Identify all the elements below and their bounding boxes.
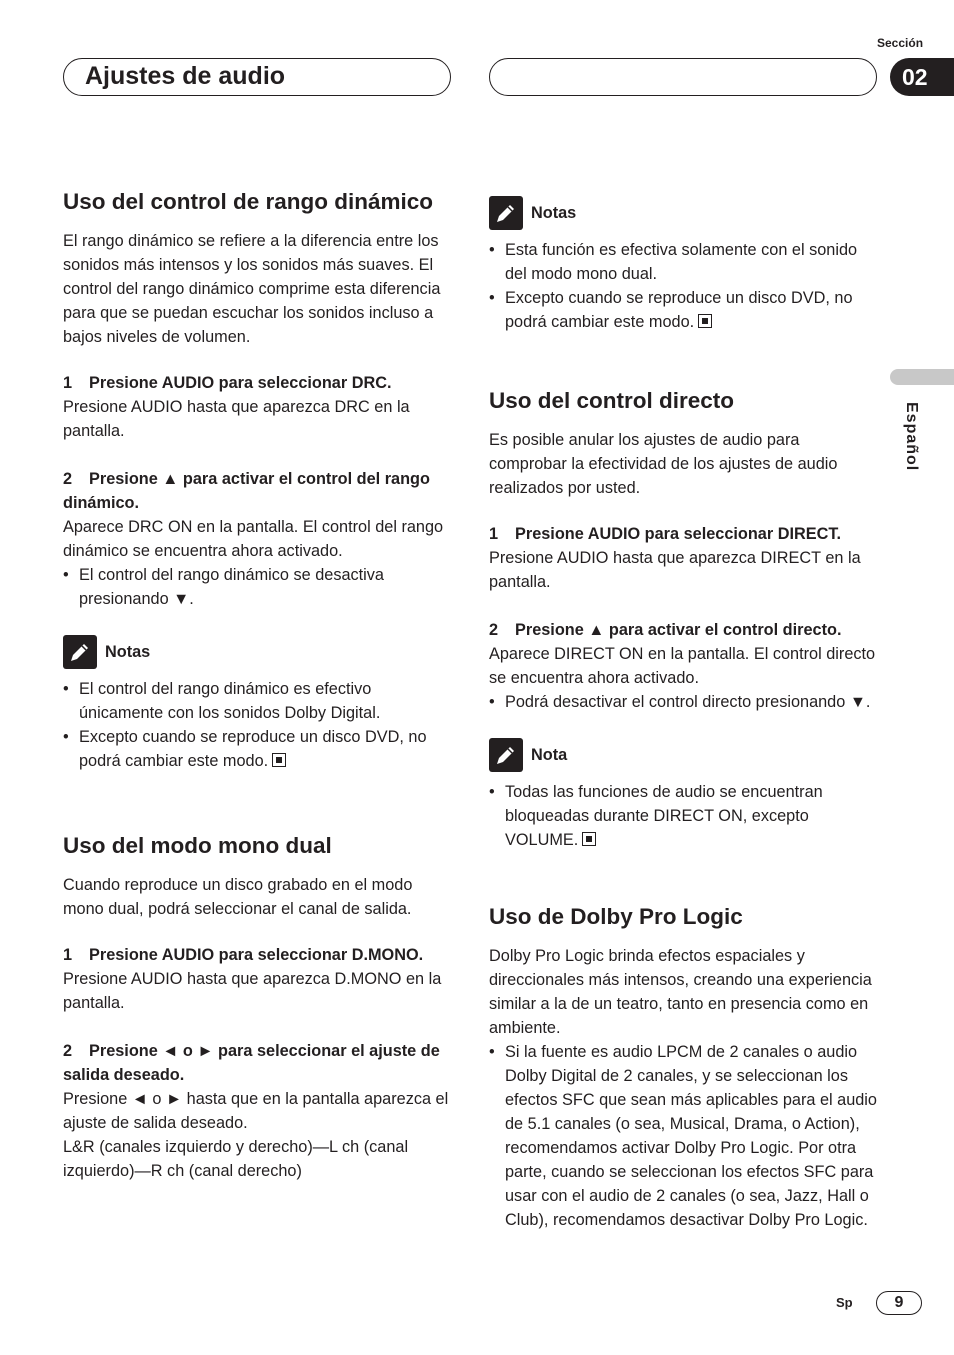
step-2-title: 2 Presione ◄ o ► para seleccionar el ajuste de salida deseado. [63, 1042, 440, 1084]
heading-dynamic-range: Uso del control de rango dinámico [63, 189, 434, 214]
heading-dual-mono: Uso del modo mono dual [63, 833, 332, 858]
dolby-bullet: • Si la fuente es audio LPCM de 2 canales o audio Dolby Digital de 2 canales, y se seleccionan los efectos SFC que sean más aplicables para el audio de 5.1 canales (o sea, Musical, Drama, o Action), recomendamos activar Dolby Pro Logic. Por otra parte, cuando se seleccionan los efectos SFC para usar con el audio de 2 canales (o sea, Jazz, Hall o Club), recomendamos desactivar Dolby Pro Logic. [489, 1040, 881, 1232]
empty-header-frame [489, 58, 877, 96]
note-item: • Esta función es efectiva solamente con el sonido del modo mono dual. [489, 238, 881, 286]
step-1-title: 1 Presione AUDIO para seleccionar DIRECT. [489, 525, 842, 543]
stop-icon [582, 832, 596, 846]
heading-dolby-pro-logic: Uso de Dolby Pro Logic [489, 904, 743, 929]
step-2-bullet: • El control del rango dinámico se desactiva presionando ▼. [63, 563, 453, 611]
step-2-body: Aparece DIRECT ON en la pantalla. El control directo se encuentra ahora activado. [489, 645, 876, 687]
section-label: Sección [877, 36, 924, 50]
language-tab-label: Español [903, 402, 920, 472]
notes-label: Notas [531, 203, 577, 222]
right-column [489, 196, 881, 1232]
page-title: Ajustes de audio [85, 62, 286, 90]
dynamic-range-intro: El rango dinámico se refiere a la diferencia entre los sonidos más intensos y los sonidos más suaves. El control del rango dinámico comprime esta diferencia para que se puedan escuchar los sonidos incluso a bajos niveles de volumen. [63, 232, 441, 346]
dual-mono-intro: Cuando reproduce un disco grabado en el modo mono dual, podrá seleccionar el canal de salida. [63, 876, 413, 918]
dolby-intro: Dolby Pro Logic brinda efectos espaciales y direccionales más intensos, creando una experiencia similar a la de un teatro, tanto en presencia como en ambiente. [489, 947, 872, 1037]
note-label: Nota [531, 745, 568, 764]
language-abbreviation: Sp [836, 1295, 853, 1310]
notes-label: Notas [105, 642, 151, 661]
note-item: • El control del rango dinámico es efectivo únicamente con los sonidos Dolby Digital. [63, 677, 453, 725]
note-header [489, 738, 881, 772]
direct-control-intro: Es posible anular los ajustes de audio para comprobar la efectividad de los ajustes de audio realizados por usted. [489, 431, 838, 497]
section-number-badge: 02 [890, 58, 954, 96]
step-1-body: Presione AUDIO hasta que aparezca D.MONO en la pantalla. [63, 970, 442, 1012]
step-2-title: 2 Presione ▲ para activar el control del rango dinámico. [63, 470, 430, 512]
notes-header [63, 635, 453, 669]
note-item: • Excepto cuando se reproduce un disco DVD, no podrá cambiar este modo. [489, 286, 881, 334]
step-1-title: 1 Presione AUDIO para seleccionar DRC. [63, 374, 392, 392]
step-2-body: Presione ◄ o ► hasta que en la pantalla aparezca el ajuste de salida deseado. [63, 1090, 449, 1132]
stop-icon [698, 314, 712, 328]
stop-icon [272, 753, 286, 767]
step-2-body: Aparece DRC ON en la pantalla. El control del rango dinámico se encuentra ahora activado. [63, 518, 444, 560]
step-1-body: Presione AUDIO hasta que aparezca DIRECT en la pantalla. [489, 549, 861, 591]
step-2-body-options: L&R (canales izquierdo y derecho)—L ch (canal izquierdo)—R ch (canal derecho) [63, 1138, 409, 1180]
left-column [63, 187, 453, 1183]
note-item: • Excepto cuando se reproduce un disco DVD, no podrá cambiar este modo. [63, 725, 453, 773]
pencil-icon [489, 738, 523, 772]
step-2-bullet: • Podrá desactivar el control directo presionando ▼. [489, 690, 881, 714]
pencil-icon [489, 196, 523, 230]
step-1-body: Presione AUDIO hasta que aparezca DRC en la pantalla. [63, 398, 410, 440]
pencil-icon [63, 635, 97, 669]
step-1-title: 1 Presione AUDIO para seleccionar D.MONO. [63, 946, 424, 964]
language-tab-marker [890, 369, 954, 385]
notes-header [489, 196, 881, 230]
page-number: 9 [876, 1291, 922, 1315]
note-item: • Todas las funciones de audio se encuentran bloqueadas durante DIRECT ON, excepto VOLUME. [489, 780, 881, 852]
step-2-title: 2 Presione ▲ para activar el control directo. [489, 621, 842, 639]
heading-direct-control: Uso del control directo [489, 388, 735, 413]
